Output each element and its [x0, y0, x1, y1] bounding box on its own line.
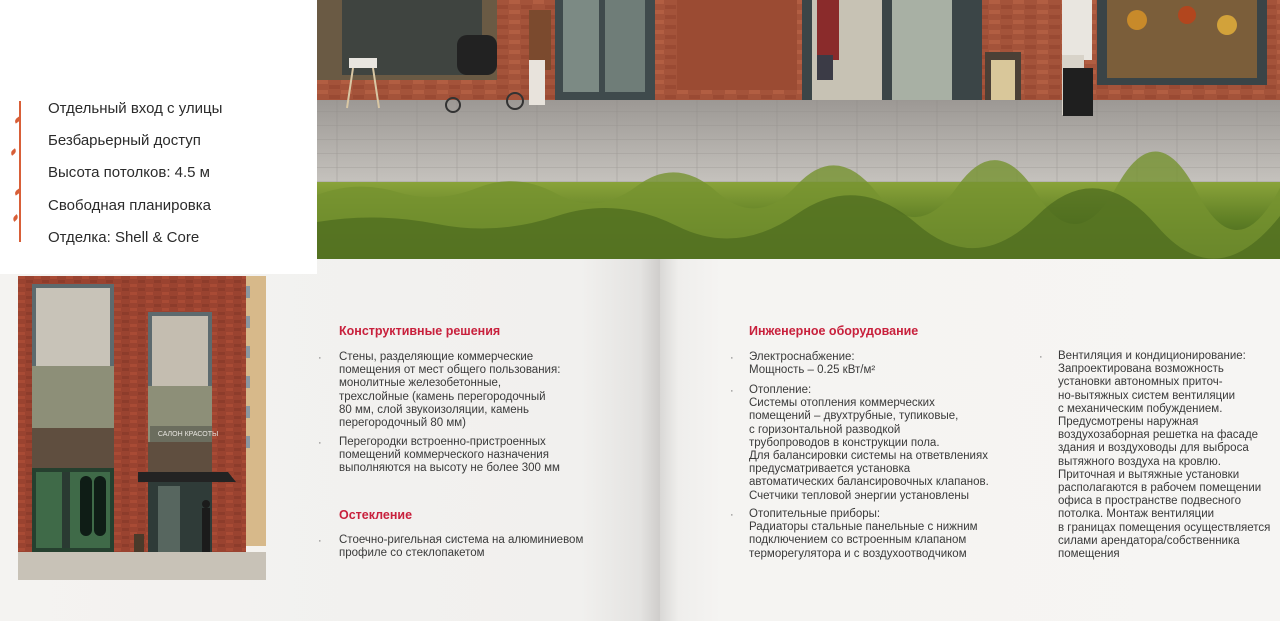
feature-finishing: Отделка: Shell & Core [48, 229, 200, 246]
construction-title: Конструктивные решения [339, 324, 501, 338]
engineering-title: Инженерное оборудование [749, 324, 919, 338]
engineering-power: Электроснабжение: Мощность – 0.25 кВт/м² [749, 351, 876, 377]
bullet-icon: · [1039, 351, 1043, 363]
engineering-radiators: Отопительные приборы: Радиаторы стальные панельные с нижним подключением со встроенным клапаном терморегулятора и с воздухоотводчиком [749, 508, 978, 560]
bullet-icon: · [318, 352, 322, 364]
feature-ceiling-height: Высота потолков: 4.5 м [48, 164, 210, 181]
construction-item-walls: Стены, разделяющие коммерческие помещения от мест общего пользования: монолитные железобетонные, трехслойные (камень перегородочный 80 мм, слой звукоизоляции, камень перегородочный 80 мм) [339, 351, 561, 430]
engineering-heating: Отопление: Системы отопления коммерческих помещений – двухтрубные, тупиковые, с горизонтальной разводкой трубопроводов в конструкции пола. Для балансировки системы на ответвлениях предусматривается установка автоматических балансировочных клапанов. Счетчики тепловой энергии установлены [749, 384, 989, 502]
bullet-icon: · [730, 385, 734, 397]
street-photo [317, 0, 1280, 259]
feature-separate-entrance: Отдельный вход с улицы [48, 100, 223, 117]
bullet-icon: · [318, 535, 322, 547]
feature-open-plan: Свободная планировка [48, 197, 212, 214]
bullet-icon: · [730, 509, 734, 521]
glazing-item: Стоечно-ригельная система на алюминиевом профиле со стеклопакетом [339, 534, 584, 560]
bullet-icon: · [730, 352, 734, 364]
leaf-decor-icon [10, 148, 18, 156]
salon-sign: САЛОН КРАСОТЫ [157, 431, 219, 438]
construction-item-partitions: Перегородки встроенно-пристроенных помещений коммерческого назначения выполняются на высоту не более 300 мм [339, 436, 560, 475]
features-panel [0, 0, 317, 274]
bullet-icon: · [318, 437, 322, 449]
glazing-title: Остекление [339, 508, 413, 522]
features-decor-line [19, 101, 21, 242]
building-photo [18, 276, 266, 580]
engineering-ventilation: Вентиляция и кондиционирование: Запроектирована возможность установки автономных приточ- но-вытяжных систем вентиляции с механическим побуждением. Предусмотрены наружная воздухозаборная решетка на фасаде здания и воздуховоды для выброса вытяжного воздуха на кровлю. Приточная и вытяжные установки располагаются в рабочем помещении офиса в пространстве подвесного потолка. Монтаж вентиляции в границах помещения осуществляется силами арендатора/собственника помещения [1058, 350, 1271, 561]
feature-barrier-free: Безбарьерный доступ [48, 132, 201, 149]
